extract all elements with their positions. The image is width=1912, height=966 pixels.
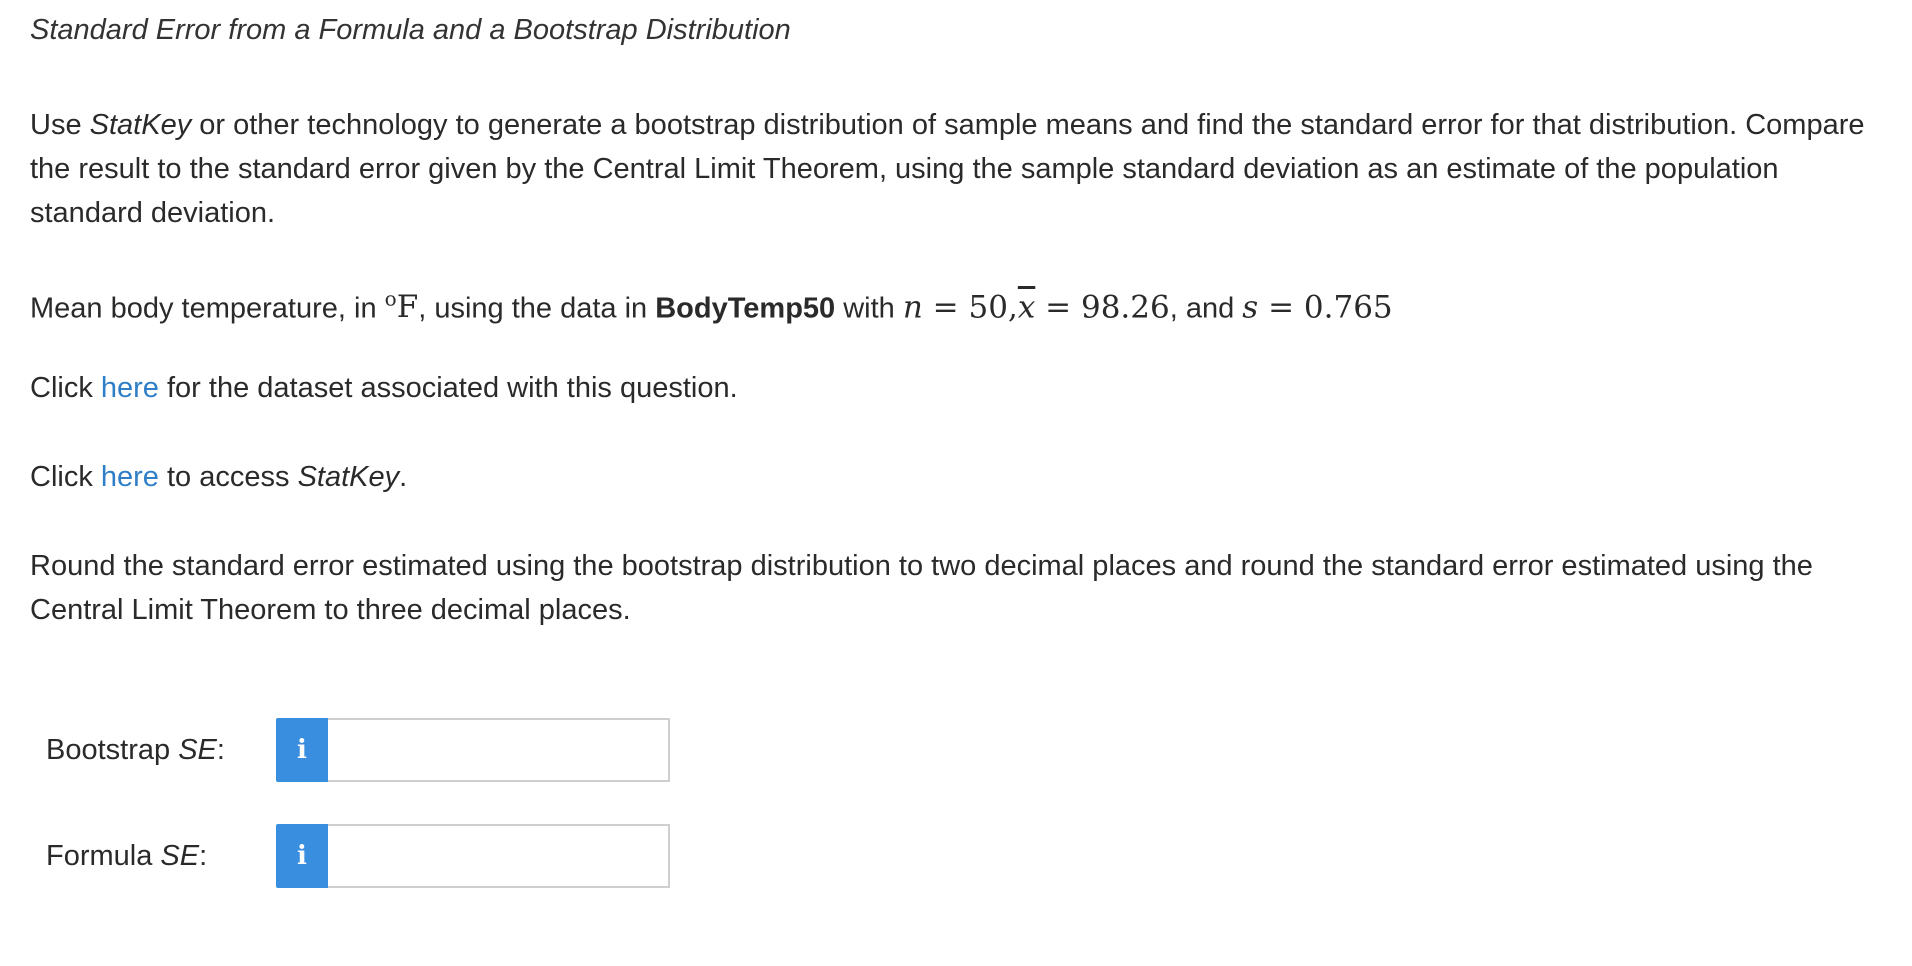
statkey-link-name: StatKey — [297, 461, 400, 493]
problem-and: , and — [1169, 292, 1243, 325]
statkey-link-prefix: Click — [30, 461, 101, 493]
problem-after-unit: , using the data in — [418, 292, 656, 325]
formula-se-input[interactable] — [328, 824, 670, 888]
bootstrap-se-row — [46, 718, 670, 782]
s-expression: s = 0.765 — [1242, 289, 1393, 326]
statkey-link-line — [30, 455, 1890, 499]
bootstrap-se-label: Bootstrap SE: — [46, 733, 225, 766]
dataset-name: BodyTemp50 — [655, 292, 836, 325]
formula-se-label: Formula SE: — [46, 839, 208, 872]
statkey-name: StatKey — [89, 109, 192, 141]
statkey-link-suffix: . — [399, 461, 408, 493]
statkey-link[interactable]: here — [100, 461, 159, 493]
xbar-expression: $\overline{x} = 98.26$ — [1017, 289, 1170, 326]
dataset-link-line — [30, 366, 1890, 410]
rounding-instructions: Round the standard error estimated using the bootstrap distribution to two decimal places and round the standard error estimated using the Central Limit Theorem to three decimal places. — [30, 550, 1813, 626]
formula-se-row — [46, 824, 670, 888]
problem-statement — [30, 277, 1890, 330]
dataset-link[interactable]: here — [100, 372, 159, 404]
problem-with: with — [835, 292, 903, 325]
question-title: Standard Error from a Formula and a Bootstrap Distribution — [30, 14, 791, 46]
intro-paragraph — [30, 103, 1890, 235]
intro-text-start: Use — [30, 109, 90, 141]
problem-prefix: Mean body temperature, in — [30, 292, 385, 325]
dataset-link-prefix: Click — [30, 372, 101, 404]
bootstrap-se-input[interactable] — [328, 718, 670, 782]
degree-symbol: $^o$F — [384, 287, 419, 326]
dataset-link-suffix: for the dataset associated with this question. — [158, 372, 738, 404]
statkey-link-middle: to access — [158, 461, 298, 493]
info-icon[interactable]: i — [276, 824, 328, 888]
n-expression: n = 50, — [902, 289, 1018, 326]
info-icon[interactable]: i — [276, 718, 328, 782]
intro-text-rest: or other technology to generate a bootstrap distribution of sample means and find the standard error for that distribution. Compare the result to the standard error given by the Central Limit Theorem, using the sample standard deviation as an estimate of the population standard deviation. — [30, 109, 1865, 229]
